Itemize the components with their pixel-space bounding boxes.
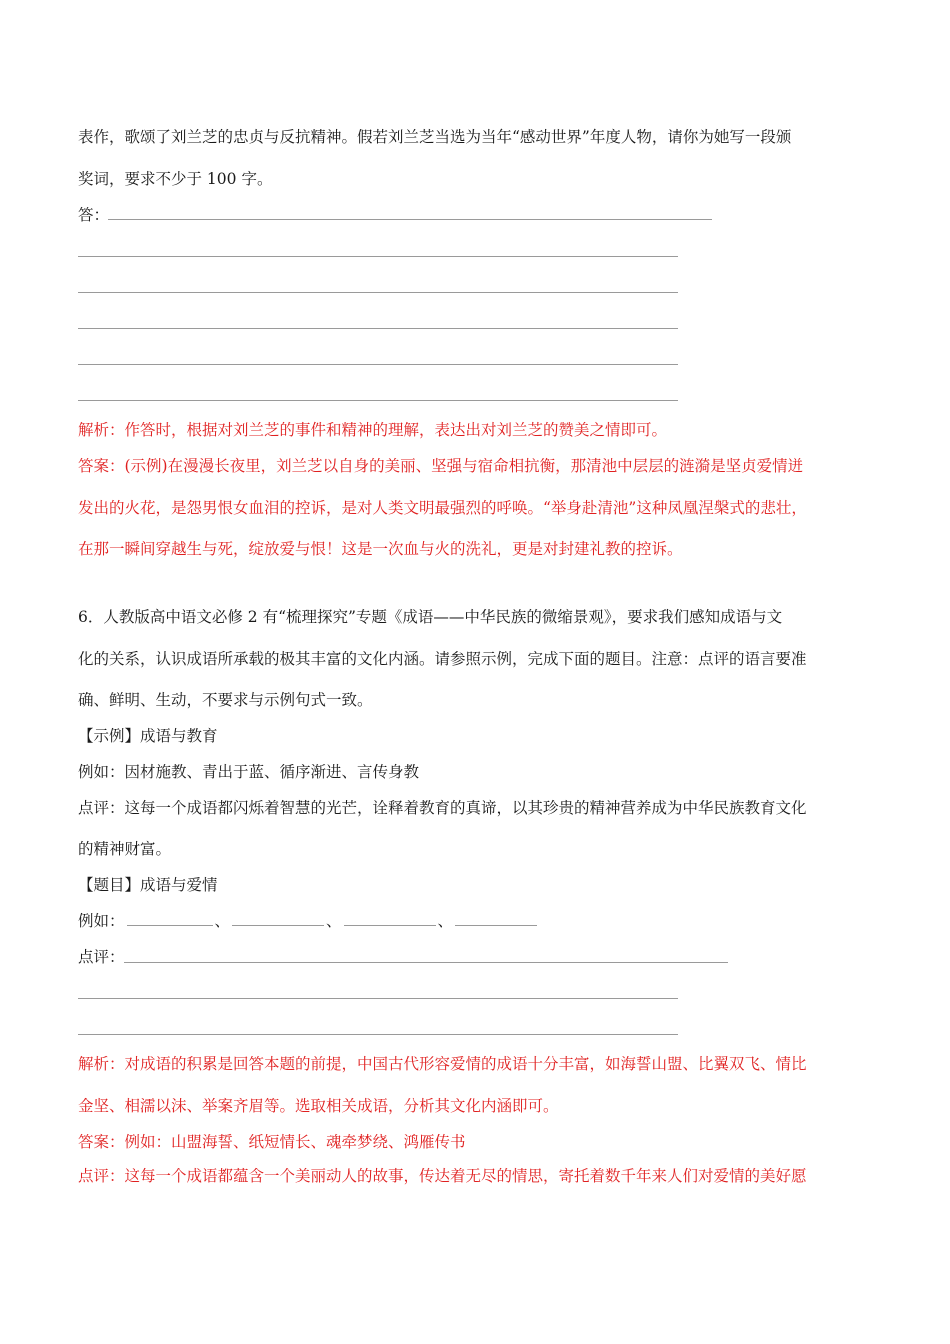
q6-comment-blank-1[interactable] [124,962,728,963]
q6-example-comment-line-1: 点评：这每一个成语都闪烁着智慧的光芒，诠释着教育的真谛，以其珍贵的精神营养成为中华民族教育文化 [78,799,807,817]
q5-answer-blank-5[interactable] [78,364,678,365]
q6-example-tag: 【示例】成语与教育 [78,727,218,745]
q6-fill-row [78,911,539,931]
q6-answer-comment: 点评：这每一个成语都蕴含一个美丽动人的故事，传达着无尽的情思，寄托着数千年来人们对爱情的美好愿 [78,1167,807,1185]
q5-answer-blank-2[interactable] [78,256,678,257]
q6-idiom-blank-3[interactable] [344,913,436,926]
q5-answer-line-1: 答案：(示例)在漫漫长夜里，刘兰芝以自身的美丽、坚强与宿命相抗衡，那清池中层层的涟漪是坚贞爱情迸 [78,457,804,475]
q6-comment-blank-3[interactable] [78,1034,678,1035]
q6-fill-sep-2: 、 [326,912,342,930]
q6-fill-label: 例如： [78,912,125,930]
q6-text-line-3: 确、鲜明、生动，不要求与示例句式一致。 [78,691,373,709]
q6-idiom-blank-1[interactable] [127,913,213,926]
q6-example-idioms: 例如：因材施教、青出于蓝、循序渐进、言传身教 [78,763,420,781]
q6-analysis-line-2: 金坚、相濡以沫、举案齐眉等。选取相关成语，分析其文化内涵即可。 [78,1097,559,1115]
q5-answer-blank-6[interactable] [78,400,678,401]
q6-comment-label: 点评： [78,948,125,966]
q5-answer-blank-1[interactable] [108,219,712,220]
q5-answer-blank-4[interactable] [78,328,678,329]
q6-fill-sep-3: 、 [437,912,454,930]
q6-example-comment-line-2: 的精神财富。 [78,840,172,858]
q6-text-line-2: 化的关系，认识成语所承载的极其丰富的文化内涵。请参照示例，完成下面的题目。注意：点评的语言要准 [78,650,807,668]
q6-fill-sep-1: 、 [214,912,231,930]
q5-text-line-2: 奖词，要求不少于 100 字。 [78,170,273,188]
q6-text-line-1: 6．人教版高中语文必修 2 有“梳理探究”专题《成语——中华民族的微缩景观》，要求我们感知成语与文 [78,608,783,626]
q5-text-line-1: 表作，歌颂了刘兰芝的忠贞与反抗精神。假若刘兰芝当选为当年“感动世界”年度人物，请你为她写一段颁 [78,128,792,146]
q6-answer-idioms: 答案：例如：山盟海誓、纸短情长、魂牵梦绕、鸿雁传书 [78,1133,466,1151]
q5-answer-line-2: 发出的火花，是怨男恨女血泪的控诉，是对人类文明最强烈的呼唤。“举身赴清池”这种凤凰涅槃式的悲壮， [78,499,807,517]
q6-comment-blank-2[interactable] [78,998,678,999]
q6-idiom-blank-2[interactable] [232,913,324,926]
q5-analysis: 解析：作答时，根据对刘兰芝的事件和精神的理解，表达出对刘兰芝的赞美之情即可。 [78,421,668,439]
q5-answer-blank-3[interactable] [78,292,678,293]
q5-answer-line-3: 在那一瞬间穿越生与死，绽放爱与恨！这是一次血与火的洗礼，更是对封建礼教的控诉。 [78,540,683,558]
q6-analysis-line-1: 解析：对成语的积累是回答本题的前提，中国古代形容爱情的成语十分丰富，如海誓山盟、比翼双飞、情比 [78,1055,807,1073]
q5-answer-label: 答： [78,206,110,224]
q6-topic-tag: 【题目】成语与爱情 [78,876,218,894]
q6-idiom-blank-4[interactable] [455,913,537,926]
